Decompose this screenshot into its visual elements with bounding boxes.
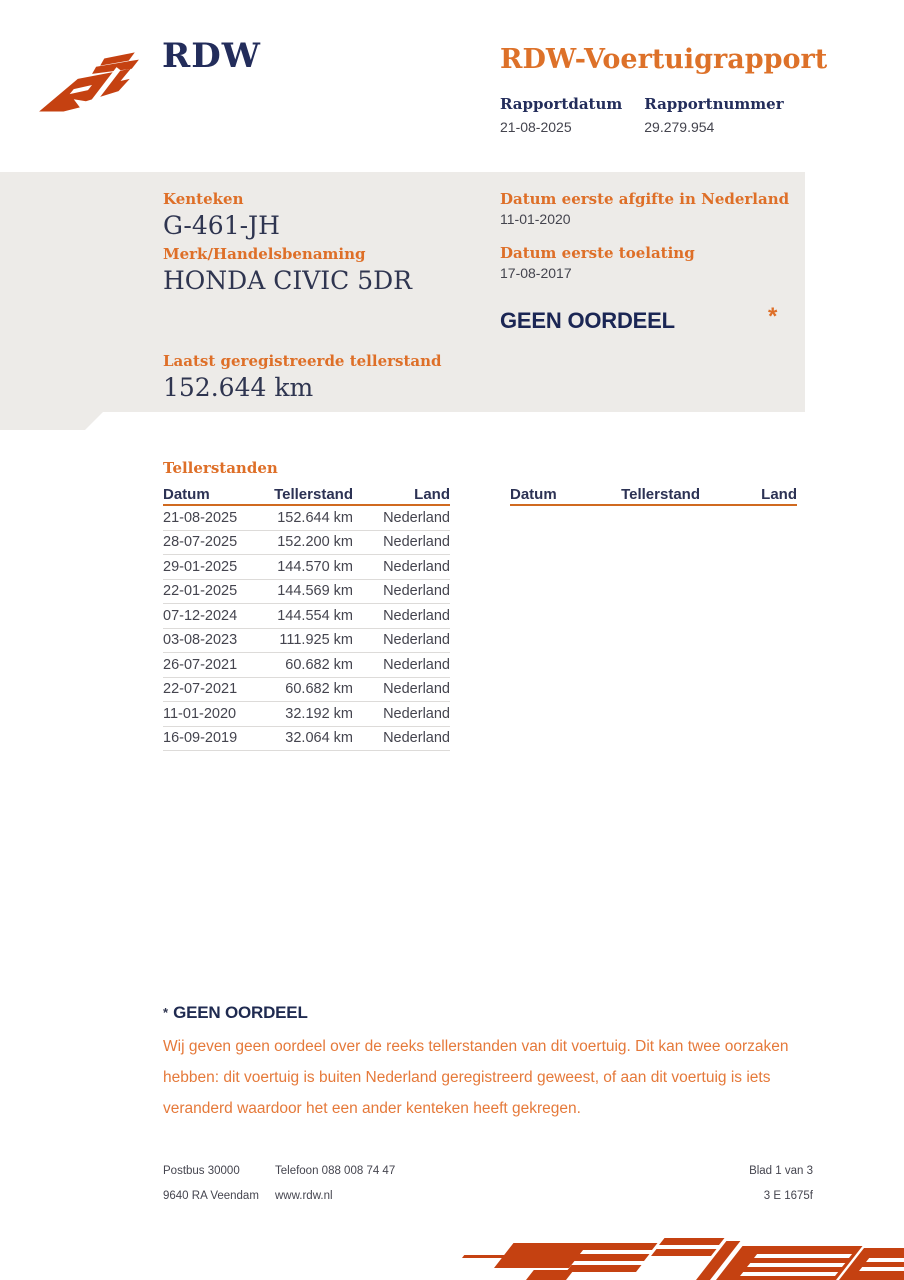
kenteken-label: Kenteken — [163, 190, 244, 208]
cell-tellerstand: 111.925 km — [279, 632, 353, 649]
cell-land: Nederland — [383, 607, 450, 624]
cell-land: Nederland — [383, 534, 450, 551]
tellerstanden-table-left — [163, 484, 450, 751]
col-header-datum: Datum — [510, 485, 557, 503]
cell-tellerstand: 32.192 km — [285, 705, 353, 722]
tellerstand-label: Laatst geregistreerde tellerstand — [163, 352, 442, 370]
rdw-wing-icon — [33, 48, 145, 120]
cell-tellerstand: 152.200 km — [277, 534, 353, 551]
table-row — [163, 629, 450, 654]
cell-datum: 07-12-2024 — [163, 607, 238, 624]
geen-oordeel-footnote — [163, 1003, 813, 1124]
report-number-value: 29.279.954 — [644, 119, 715, 135]
cell-datum: 16-09-2019 — [163, 730, 238, 747]
cell-datum: 26-07-2021 — [163, 656, 238, 673]
verdict-asterisk: * — [768, 303, 778, 330]
footnote-heading — [163, 1003, 813, 1023]
cell-datum: 03-08-2023 — [163, 632, 238, 649]
cell-tellerstand: 32.064 km — [285, 730, 353, 747]
cell-tellerstand: 144.554 km — [277, 607, 353, 624]
verdict-text: GEEN OORDEEL — [500, 308, 675, 333]
cell-datum: 28-07-2025 — [163, 534, 238, 551]
afgifte-label: Datum eerste afgifte in Nederland — [500, 190, 790, 208]
cell-datum: 22-07-2021 — [163, 681, 238, 698]
footnote-body: Wij geven geen oordeel over de reeks tellerstanden van dit voertuig. Dit kan twee oorzaken hebben: dit voertuig is buiten Nederland geregistreerd geweest, of aan dit voertuig is iets veranderd waardoor het een ander kenteken heeft gekregen. — [163, 1038, 789, 1117]
footer-form-code: 3 E 1675f — [763, 1190, 813, 1202]
table-header-row — [510, 484, 797, 506]
cell-land: Nederland — [383, 558, 450, 575]
footnote-title: GEEN OORDEEL — [173, 1003, 308, 1022]
cell-datum: 29-01-2025 — [163, 558, 238, 575]
col-header-land: Land — [414, 485, 450, 503]
tellerstanden-section-title: Tellerstanden — [163, 459, 278, 477]
report-number — [644, 95, 783, 135]
cell-tellerstand: 152.644 km — [277, 509, 353, 526]
cell-land: Nederland — [383, 656, 450, 673]
footnote-asterisk: * — [163, 1005, 169, 1020]
table-row — [163, 604, 450, 629]
cell-tellerstand: 60.682 km — [285, 681, 353, 698]
col-header-land: Land — [761, 485, 797, 503]
footer-phone: Telefoon 088 008 74 47 — [275, 1165, 396, 1177]
col-header-tellerstand: Tellerstand — [274, 485, 353, 503]
cell-land: Nederland — [383, 705, 450, 722]
toelating-field — [500, 244, 695, 281]
cell-land: Nederland — [383, 730, 450, 747]
page-title: RDW-Voertuigrapport — [500, 44, 828, 75]
cell-land: Nederland — [383, 583, 450, 600]
table-row — [163, 727, 450, 752]
table-row — [163, 506, 450, 531]
cell-tellerstand: 60.682 km — [285, 656, 353, 673]
afgifte-field — [500, 190, 789, 227]
report-date-label: Rapportdatum — [500, 95, 623, 113]
col-header-datum: Datum — [163, 485, 210, 503]
report-date — [500, 95, 622, 135]
footer-website: www.rdw.nl — [275, 1190, 333, 1202]
table-row — [163, 555, 450, 580]
report-date-value: 21-08-2025 — [500, 119, 572, 135]
speed-stripes-graphic — [454, 1238, 904, 1280]
cell-datum: 21-08-2025 — [163, 509, 238, 526]
cell-land: Nederland — [383, 632, 450, 649]
tellerstand-field — [163, 352, 442, 402]
cell-datum: 22-01-2025 — [163, 583, 238, 600]
footer-page-indicator: Blad 1 van 3 — [749, 1165, 813, 1177]
rdw-logo-text: RDW — [162, 36, 261, 76]
table-row — [163, 678, 450, 703]
table-row — [163, 531, 450, 556]
footer-city: 9640 RA Veendam — [163, 1190, 259, 1202]
cell-tellerstand: 144.570 km — [277, 558, 353, 575]
merk-value: HONDA CIVIC 5DR — [163, 266, 412, 295]
toelating-value: 17-08-2017 — [500, 265, 572, 281]
cell-land: Nederland — [383, 681, 450, 698]
table-row — [163, 653, 450, 678]
toelating-label: Datum eerste toelating — [500, 244, 695, 262]
table-header-row — [163, 484, 450, 506]
report-meta — [500, 95, 784, 135]
tellerstand-value: 152.644 km — [163, 373, 314, 402]
tellerstanden-table-right — [510, 484, 797, 506]
cell-land: Nederland — [383, 509, 450, 526]
footer-postbus: Postbus 30000 — [163, 1165, 240, 1177]
table-row — [163, 702, 450, 727]
col-header-tellerstand: Tellerstand — [621, 485, 700, 503]
kenteken-field — [163, 190, 280, 240]
report-number-label: Rapportnummer — [644, 95, 784, 113]
kenteken-value: G-461-JH — [163, 211, 280, 240]
table-row — [163, 580, 450, 605]
afgifte-value: 11-01-2020 — [500, 211, 571, 227]
cell-tellerstand: 144.569 km — [277, 583, 353, 600]
cell-datum: 11-01-2020 — [163, 705, 237, 722]
merk-label: Merk/Handelsbenaming — [163, 245, 366, 263]
merk-field — [163, 245, 412, 295]
